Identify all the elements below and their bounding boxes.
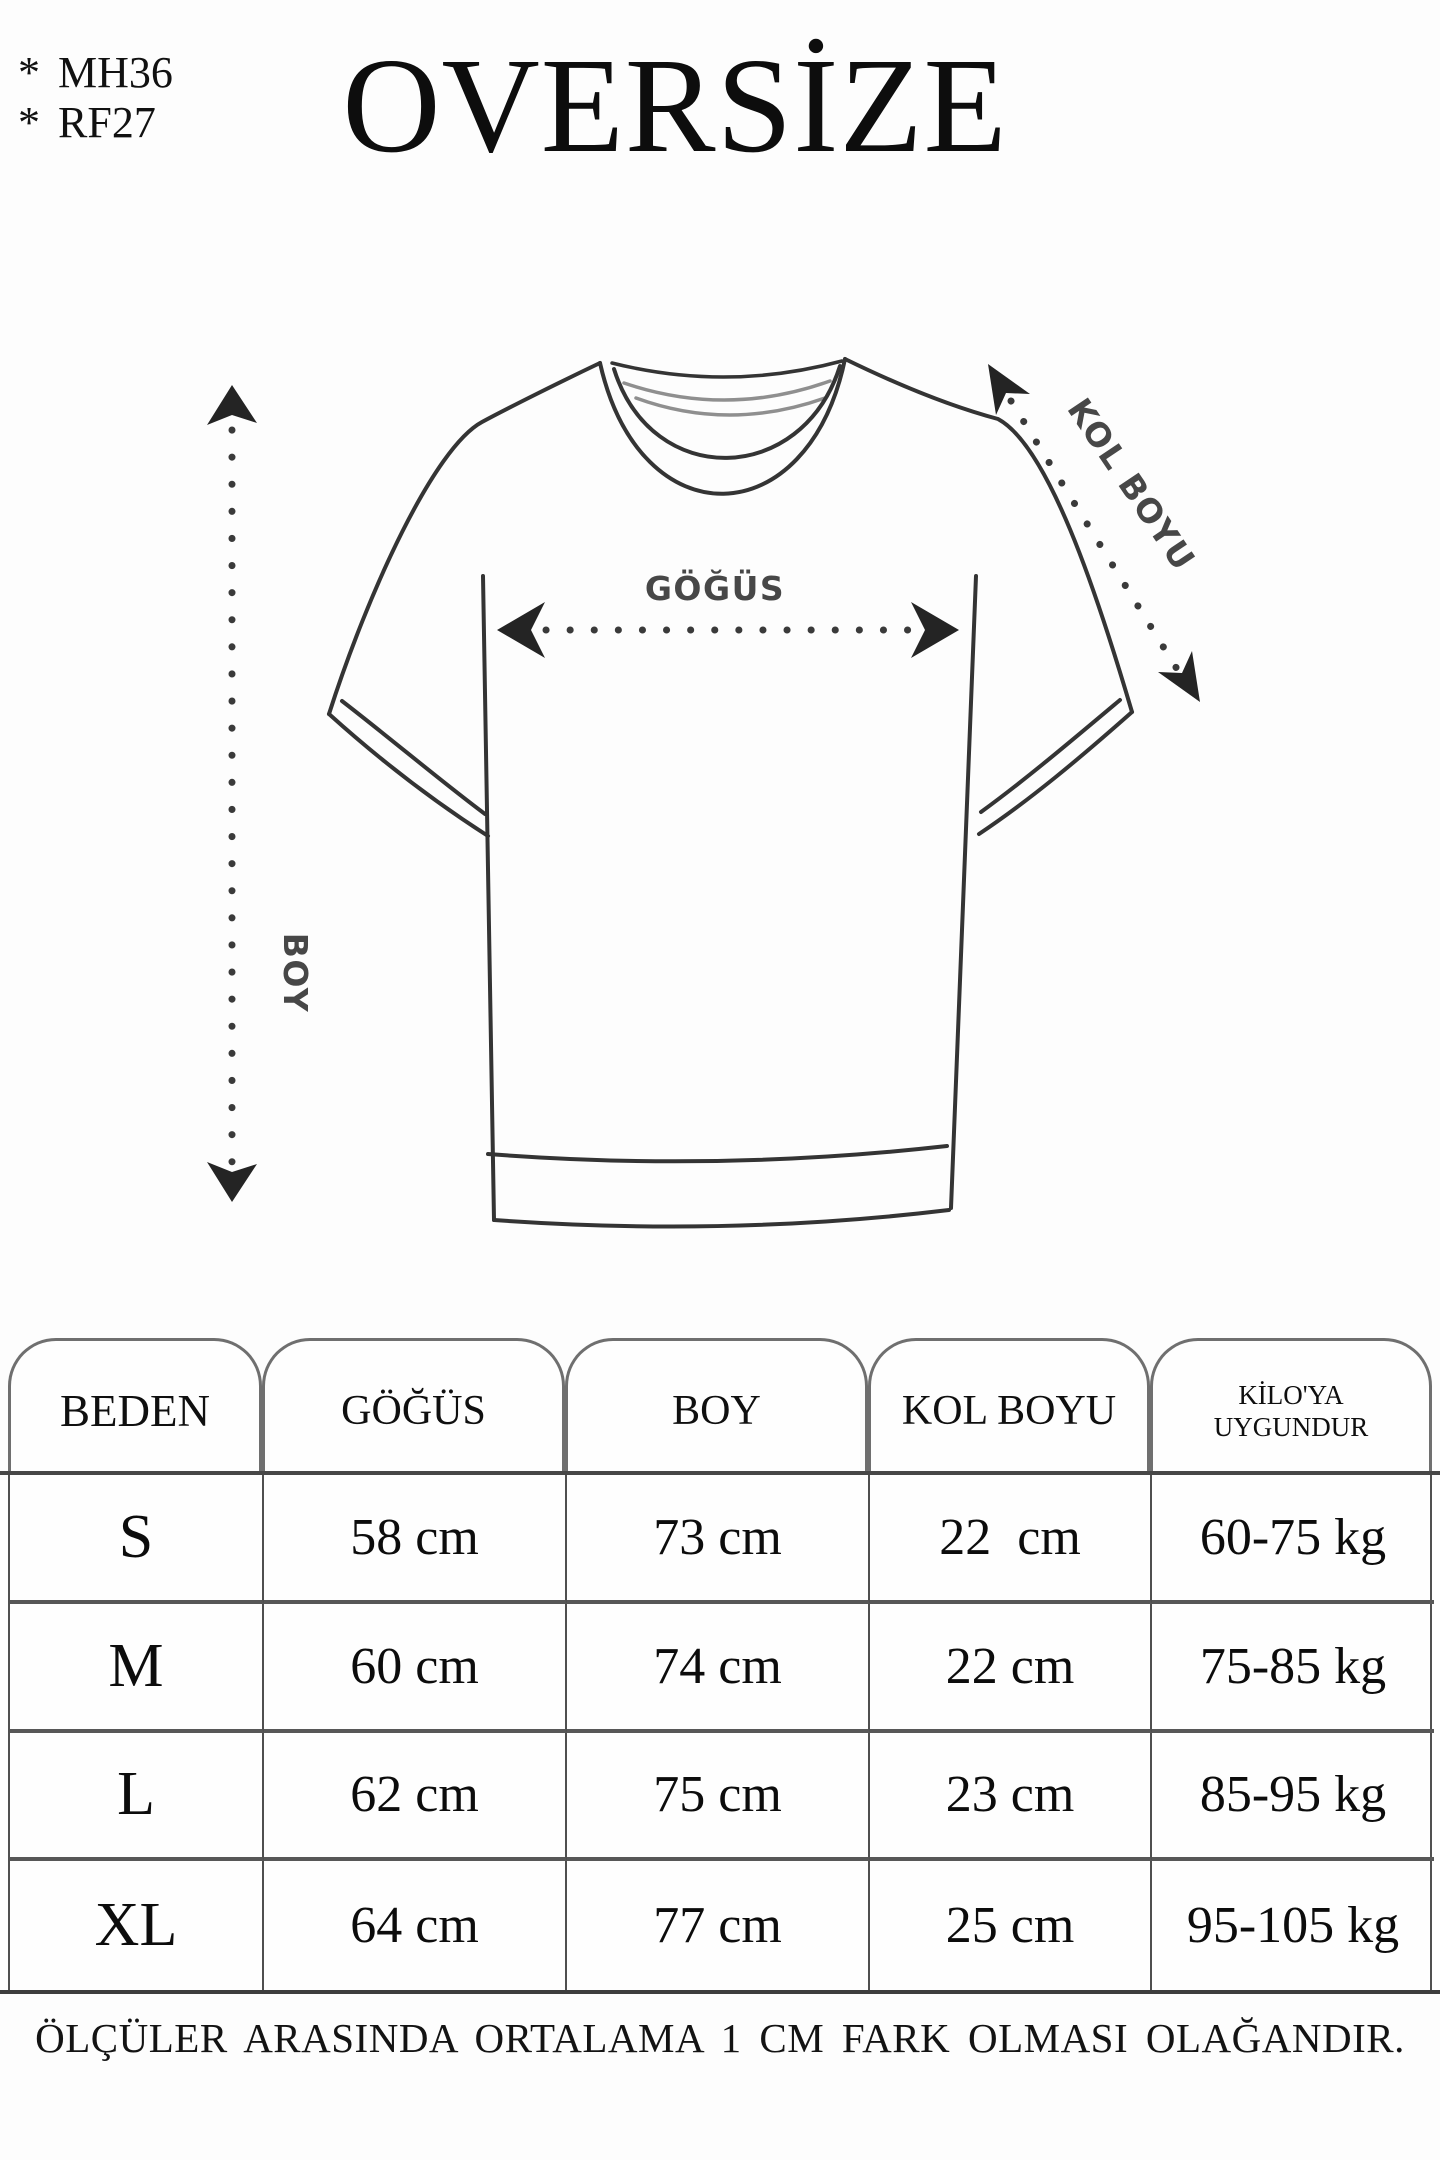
chest-cell: 60 cm — [264, 1604, 567, 1733]
weight-cell: 85-95 kg — [1152, 1733, 1434, 1862]
tshirt-measurement-diagram — [30, 290, 1320, 1260]
chest-cell: 58 cm — [264, 1475, 567, 1604]
column-header-gogus: GÖĞÜS — [262, 1338, 565, 1471]
weight-cell: 75-85 kg — [1152, 1604, 1434, 1733]
sleeve-cell: 25 cm — [870, 1861, 1152, 1990]
chest-arrow — [497, 602, 959, 658]
weight-cell: 95-105 kg — [1186, 1897, 1400, 1955]
column-header-kiloya-uygundur: KİLO'YA UYGUNDUR — [1150, 1338, 1432, 1471]
table-bottom-line — [0, 1990, 1440, 1994]
sleeve-cell: 23 cm — [870, 1733, 1152, 1862]
footer-note: ÖLÇÜLER ARASINDA ORTALAMA 1 CM FARK OLMASI OLAĞANDIR. — [35, 2015, 1405, 2061]
length-cell: 75 cm — [567, 1733, 870, 1862]
length-cell: 77 cm — [567, 1861, 870, 1990]
length-label: BOY — [276, 932, 315, 1014]
weight-cell: 60-75 kg — [1152, 1475, 1434, 1604]
sleeve-label: KOL BOYU — [1059, 391, 1204, 579]
asterisk-marker: * — [18, 98, 40, 147]
column-header-boy: BOY — [565, 1338, 868, 1471]
asterisk-marker: * — [18, 48, 40, 97]
length-cell: 74 cm — [567, 1604, 870, 1733]
chest-cell: 64 cm — [264, 1861, 567, 1990]
size-cell: S — [10, 1475, 264, 1604]
column-header-kol-boyu: KOL BOYU — [868, 1338, 1150, 1471]
size-cell: XL — [10, 1861, 264, 1990]
chest-label: GÖĞÜS — [644, 569, 786, 608]
sleeve-cell: 22 cm — [870, 1604, 1152, 1733]
product-code: MH36 — [58, 48, 173, 97]
size-cell: M — [10, 1604, 264, 1733]
size-cell: L — [10, 1733, 264, 1862]
collar — [600, 359, 845, 494]
length-cell: 73 cm — [567, 1475, 870, 1604]
tshirt-outline — [329, 359, 1132, 1226]
size-table-header — [8, 1338, 1432, 1471]
sleeve-cell: 22 cm — [870, 1475, 1152, 1604]
size-table-body — [8, 1475, 1432, 1990]
length-arrow — [207, 385, 257, 1202]
product-code: RF27 — [58, 98, 156, 147]
column-header-beden: BEDEN — [8, 1338, 262, 1471]
page-title: OVERSİZE — [342, 31, 1008, 181]
chest-cell: 62 cm — [264, 1733, 567, 1862]
